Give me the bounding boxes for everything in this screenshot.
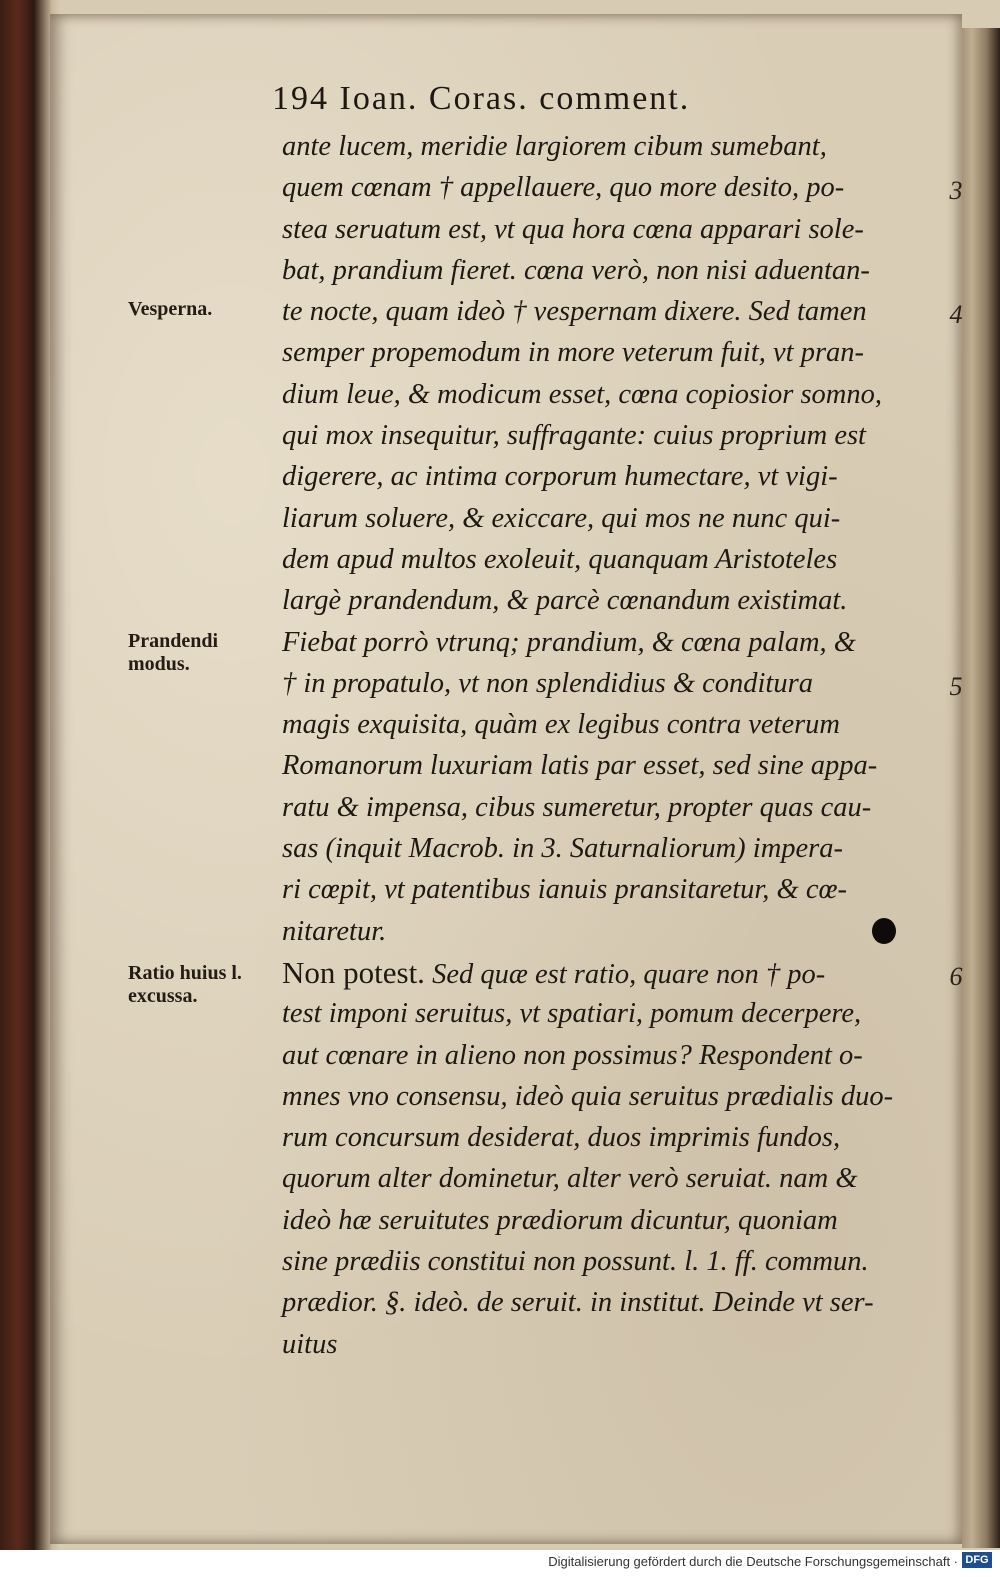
margin-number: 4 [949, 300, 963, 329]
text-line [282, 828, 952, 869]
text-line-content: stea seruatum est, vt qua hora cœna apparari sole- [282, 213, 864, 245]
text-line [282, 787, 952, 828]
text-line [282, 456, 952, 497]
text-line [282, 1035, 952, 1076]
text-line [282, 952, 952, 993]
text-line [282, 167, 952, 208]
margin-note-vesperna: Vesperna. [128, 298, 213, 320]
margin-number: 3 [949, 176, 963, 205]
text-line-content: aut cœnare in alieno non possimus? Respondent o- [282, 1039, 863, 1071]
text-line [282, 250, 952, 291]
text-line [282, 869, 952, 910]
text-line-content: semper propemodum in more veterum fuit, vt pran- [282, 337, 865, 369]
text-line-content: nitaretur. [282, 915, 387, 947]
text-line [282, 1282, 952, 1323]
text-line-content: sas (inquit Macrob. in 3. Saturnaliorum) impera- [282, 833, 844, 865]
text-line [282, 663, 952, 704]
running-head: 194 Ioan. Coras. comment. [272, 80, 691, 117]
text-line [282, 498, 952, 539]
text-line-content: Fiebat porrò vtrunq; prandium, & cœna palam, & [282, 626, 856, 658]
dfg-logo: DFG [962, 1552, 992, 1568]
text-line [282, 622, 952, 663]
text-line [282, 745, 952, 786]
text-line [282, 1076, 952, 1117]
text-line-content: uitus [282, 1328, 338, 1360]
text-line-content: Romanorum luxuriam latis par esset, sed sine appa- [282, 750, 878, 782]
text-line [282, 1158, 952, 1199]
text-line [282, 993, 952, 1034]
text-line-content: dium leue, & modicum esset, cœna copiosior somno, [282, 378, 883, 410]
text-line-content: liarum soluere, & exiccare, qui mos ne nunc qui- [282, 502, 841, 534]
text-line [282, 1324, 952, 1365]
text-line-content: sine prædiis constitui non possunt. l. 1. ff. commun. [282, 1246, 869, 1278]
text-line [282, 1241, 952, 1282]
text-line [282, 374, 952, 415]
text-line-content: dem apud multos exoleuit, quanquam Aristoteles [282, 543, 838, 575]
text-line-content: quorum alter dominetur, alter verò seruiat. nam & [282, 1163, 858, 1195]
text-line [282, 1117, 952, 1158]
margin-note-prandendi: Prandendi modus. [128, 630, 219, 675]
margin-number: 5 [949, 672, 963, 701]
text-line [282, 539, 952, 580]
ink-blot [872, 918, 896, 944]
page-edge [962, 28, 1000, 1548]
text-line-content: prædior. §. ideò. de seruit. in institut. Deinde vt ser- [282, 1287, 874, 1319]
text-line-content: largè prandendum, & parcè cœnandum existimat. [282, 585, 848, 617]
margin-note-ratio: Ratio huius l. excussa. [128, 962, 242, 1007]
footer-credit: Digitalisierung gefördert durch die Deutsche Forschungsgemeinschaft · [548, 1554, 958, 1569]
text-line [282, 209, 952, 250]
text-line-content: ratu & impensa, cibus sumeretur, propter quas cau- [282, 791, 872, 823]
text-line-content: ri cœpit, vt patentibus ianuis pransitaretur, & cœ- [282, 874, 847, 906]
text-line-content: test imponi seruitus, vt spatiari, pomum decerpere, [282, 998, 862, 1030]
text-line-lemma: Non potest. [282, 954, 425, 990]
text-line-content: ideò hæ seruitutes prædiorum dicuntur, quoniam [282, 1204, 838, 1236]
text-line-content: quem cœnam † appellauere, quo more desito, po- [282, 172, 845, 204]
text-line-content: digerere, ac intima corporum humectare, vt vigi- [282, 461, 838, 493]
main-text [282, 126, 952, 1365]
text-line [282, 580, 952, 621]
text-line [282, 415, 952, 456]
text-line [282, 332, 952, 373]
text-line [282, 291, 952, 332]
text-line [282, 1200, 952, 1241]
text-line-content: magis exquisita, quàm ex legibus contra veterum [282, 709, 841, 741]
text-line [282, 911, 952, 952]
margin-number: 6 [949, 962, 963, 991]
text-line-content: qui mox insequitur, suffragante: cuius proprium est [282, 420, 866, 452]
text-line-content: ante lucem, meridie largiorem cibum sumebant, [282, 131, 827, 162]
text-line-content: bat, prandium fieret. cœna verò, non nisi aduentan- [282, 254, 870, 286]
text-line-content: mnes vno consensu, ideò quia seruitus prædialis duo- [282, 1080, 894, 1112]
text-line [282, 126, 952, 167]
text-line-content: te nocte, quam ideò † vespernam dixere. Sed tamen [282, 296, 867, 328]
text-line [282, 704, 952, 745]
text-line-content: Sed quæ est ratio, quare non † po- [424, 958, 826, 990]
text-line-content: rum concursum desiderat, duos imprimis fundos, [282, 1122, 841, 1154]
text-line-content: † in propatulo, vt non splendidius & conditura [282, 667, 813, 699]
